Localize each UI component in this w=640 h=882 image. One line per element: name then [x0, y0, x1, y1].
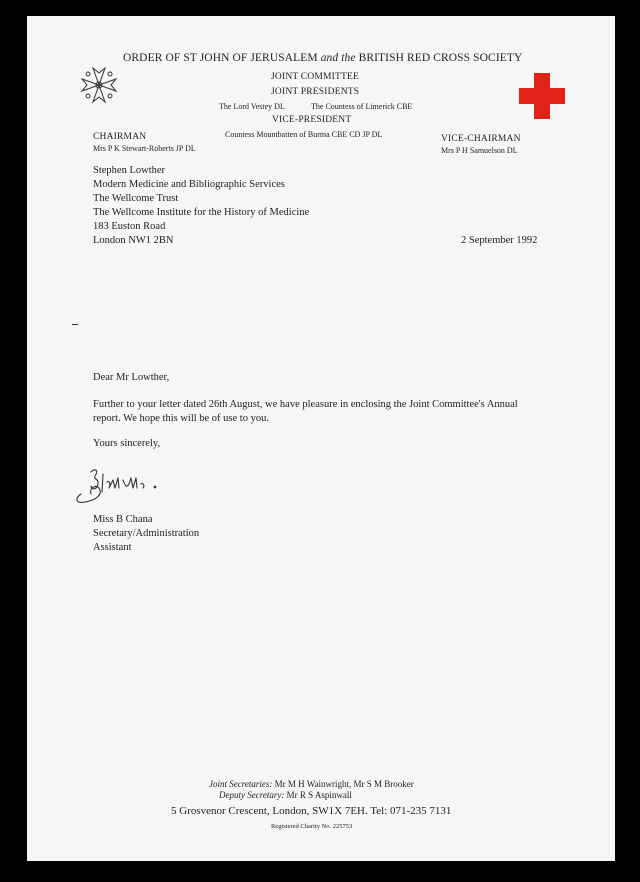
joint-secretaries-names: Mr M H Wainwright, Mr S M Brooker	[274, 779, 414, 789]
handwritten-signature	[73, 464, 163, 506]
recipient-address	[93, 164, 309, 248]
recipient-line: Stephen Lowther	[93, 165, 166, 176]
sender-name: Miss B Chana	[93, 514, 153, 525]
recipient-line: The Wellcome Institute for the History of Medicine	[93, 207, 310, 218]
chairman-heading: CHAIRMAN	[93, 132, 147, 142]
letter-page	[27, 16, 615, 861]
recipient-line: London NW1 2BN	[93, 235, 174, 246]
charity-number: Registered Charity No. 225753	[271, 823, 353, 830]
address-line: 5 Grosvenor Crescent, London, SW1X 7EH. Tel: 071-235 7131	[171, 805, 452, 817]
joint-secretaries	[209, 779, 414, 789]
letter-date: 2 September 1992	[461, 235, 538, 246]
sender-title-2: Assistant	[93, 542, 132, 553]
recipient-line: The Wellcome Trust	[93, 193, 179, 204]
joint-secretaries-label: Joint Secretaries:	[209, 779, 273, 789]
sender-title-1: Secretary/Administration	[93, 528, 200, 539]
joint-presidents-heading: JOINT PRESIDENTS	[271, 87, 360, 97]
body-paragraph-line-1: Further to your letter dated 26th August, we have pleasure in enclosing the Joint Committee's Annual	[93, 399, 518, 410]
vice-president-name: Countess Mountbatten of Burma CBE CD JP DL	[225, 130, 383, 139]
maltese-cross-icon	[79, 65, 119, 105]
organisation-title	[123, 52, 522, 64]
president-2: The Countess of Limerick CBE	[311, 102, 413, 111]
vice-president-heading: VICE-PRESIDENT	[272, 115, 352, 125]
joint-committee-heading: JOINT COMMITTEE	[271, 72, 360, 82]
deputy-secretary-label: Deputy Secretary:	[219, 790, 285, 800]
chairman-name: Mrs P K Stewart-Roberts JP DL	[93, 144, 196, 153]
org-title-part1: ORDER OF ST JOHN OF JERUSALEM	[123, 52, 318, 64]
red-cross-icon	[519, 73, 565, 119]
deputy-secretary-name: Mr R S Aspinwall	[286, 790, 352, 800]
recipient-line: 183 Euston Road	[93, 221, 166, 232]
vice-chairman-heading: VICE-CHAIRMAN	[441, 134, 521, 144]
closing: Yours sincerely,	[93, 438, 161, 449]
recipient-line: Modern Medicine and Bibliographic Services	[93, 179, 285, 190]
deputy-secretary	[219, 790, 352, 800]
salutation: Dear Mr Lowther,	[93, 372, 170, 383]
org-title-part2: BRITISH RED CROSS SOCIETY	[358, 52, 523, 64]
body-paragraph-line-2: report. We hope this will be of use to you.	[93, 413, 269, 424]
fold-mark	[72, 324, 78, 325]
org-title-and: and the	[320, 52, 356, 64]
president-1: The Lord Vestey DL	[219, 102, 285, 111]
red-cross-horizontal	[519, 88, 565, 104]
vice-chairman-name: Mrs P H Samuelson DL	[441, 146, 518, 155]
